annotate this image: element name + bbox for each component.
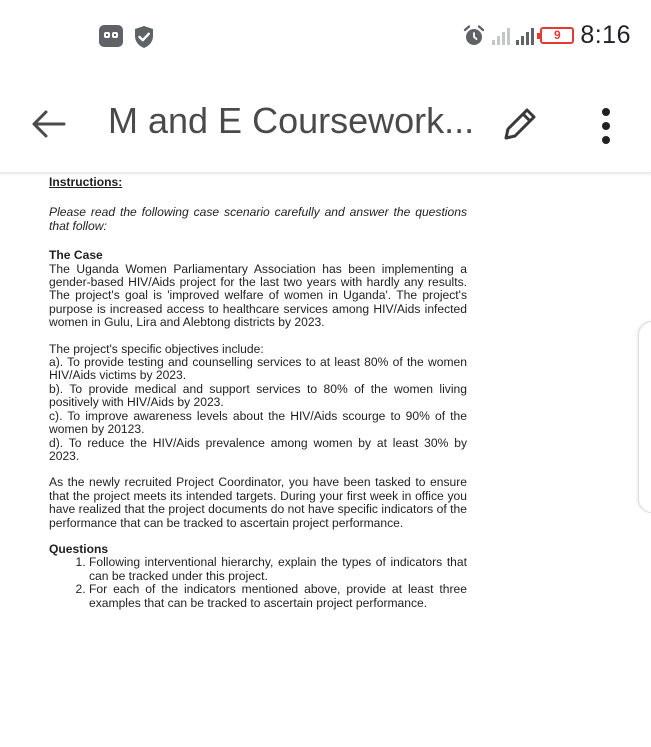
more-vertical-icon: [590, 104, 622, 148]
pencil-icon: [496, 102, 542, 148]
clock-time: 8:16: [580, 21, 631, 49]
instructions-text: Please read the following case scenario carefully and answer the questions that follow:: [49, 205, 467, 233]
objectives-intro: The project's specific objectives include:: [49, 341, 264, 356]
document-title: M and E Coursework...: [108, 100, 475, 141]
back-button[interactable]: [26, 102, 70, 146]
signal-icon: [492, 27, 510, 45]
objective-item: b). To provide medical and support services to 80% of the women living positively with HIV/Aids by 2023.: [49, 381, 467, 410]
case-heading: The Case: [49, 248, 103, 263]
side-panel-handle[interactable]: [638, 321, 651, 513]
questions-heading: Questions: [49, 541, 109, 556]
objective-item: a). To provide testing and counselling services to at least 80% of the women HIV/Aids victims by 2023.: [49, 355, 467, 383]
status-bar: [0, 0, 651, 72]
questions-list: [49, 556, 467, 610]
shield-check-icon: [133, 25, 155, 49]
status-right-icons: [462, 21, 631, 50]
arrow-left-icon: [26, 102, 70, 146]
instructions-heading: Instructions:: [49, 175, 123, 189]
signal-icon: [516, 27, 534, 45]
more-options-button[interactable]: [590, 104, 622, 148]
app-bar: [0, 72, 651, 172]
alarm-icon: [462, 24, 486, 48]
battery-icon: [540, 27, 574, 44]
status-left-icons: [99, 25, 155, 49]
objective-item: c). To improve awareness levels about the HIV/Aids scourge to 90% of the women by 20123.: [49, 408, 467, 437]
battery-level: 9: [553, 28, 561, 42]
objective-item: d). To reduce the HIV/Aids prevalence among women by at least 30% by 2023.: [49, 435, 467, 463]
document-page: [49, 176, 467, 610]
question-item: 2. For each of the indicators mentioned above, provide at least three examples that can be tracked to ascertain project performance.: [89, 583, 467, 610]
edit-button[interactable]: [496, 102, 542, 148]
coordinator-text: As the newly recruited Project Coordinator, you have been tasked to ensure that the project meets its intended targets. During your first week in office you have realized that the project documents do not have specific indicators of the performance that can be tracked to ascertain project performance.: [49, 475, 467, 530]
gamepad-icon: [99, 25, 123, 47]
question-item: 1. Following interventional hierarchy, explain the types of indicators that can be tracked under this project.: [89, 556, 467, 583]
case-text: The Uganda Women Parliamentary Association has been implementing a gender-based HIV/Aids project for the last two years with hardly any results. The project's goal is 'improved welfare of women in Uganda'. The project's purpose is increased access to healthcare services among HIV/Aids infected women in Gulu, Lira and Alebtong districts by 2023.: [49, 261, 467, 330]
